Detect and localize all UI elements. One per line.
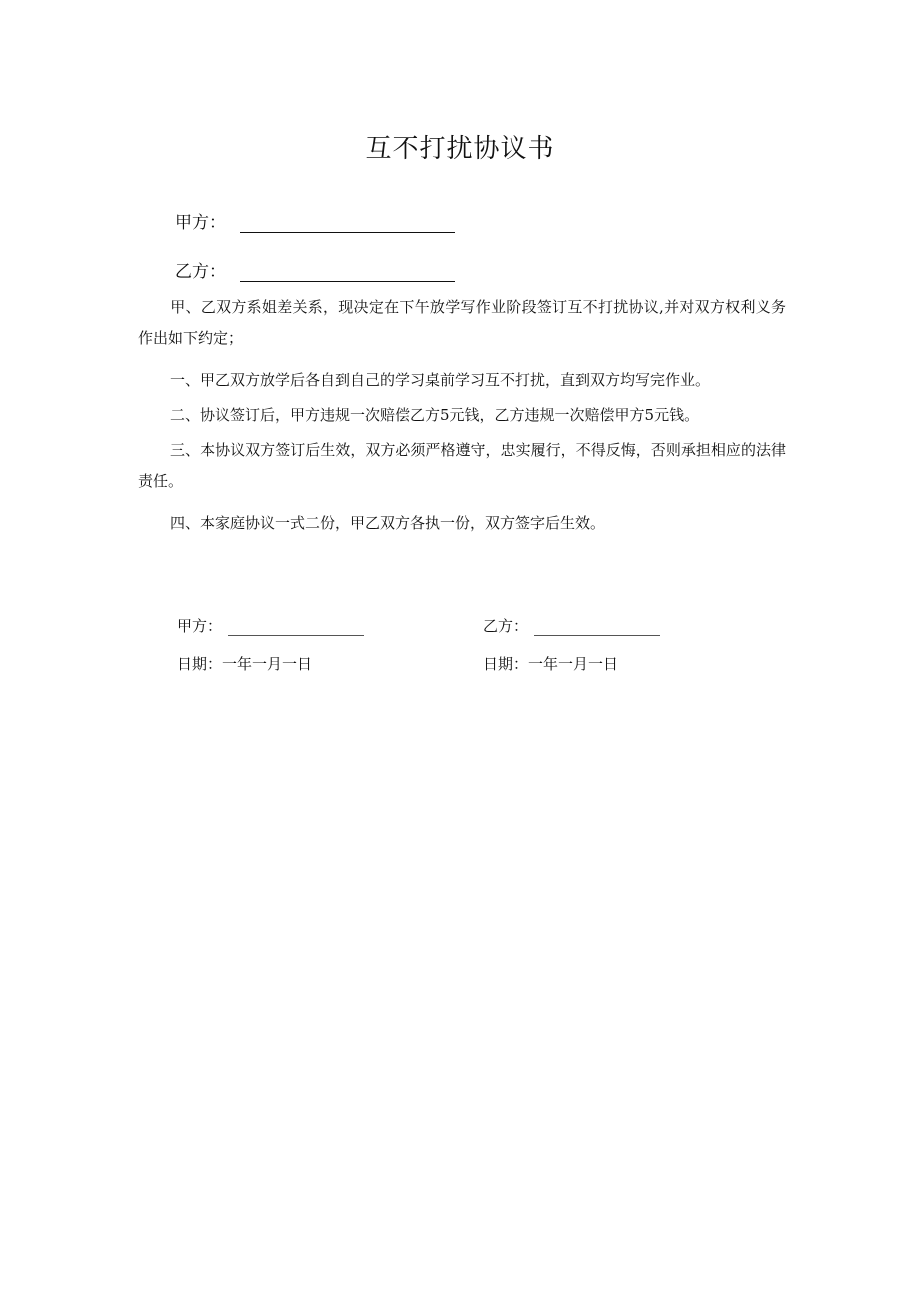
party-b-header-line (175, 257, 455, 282)
party-a-label: 甲方： (175, 213, 226, 233)
date-row-party-a (177, 650, 364, 674)
signature-row-party-a (177, 612, 364, 636)
date-label-party-a: 日期： (177, 655, 223, 673)
signature-blank-party-b[interactable] (534, 619, 660, 636)
clause-3-text: 三、本协议双方签订后生效，双方必须严格遵守，忠实履行，不得反悔，否则承担相应的法律责任。 (138, 441, 786, 490)
signature-label-party-b: 乙方： (483, 617, 529, 635)
clause-2-paragraph (138, 400, 786, 431)
date-value-party-a: 一年一月一日 (222, 655, 313, 673)
clause-1-paragraph (138, 365, 786, 396)
party-a-header-line (175, 208, 455, 233)
clause-2-text: 二、协议签订后，甲方违规一次赔偿乙方5元钱，乙方违规一次赔偿甲方5元钱。 (170, 406, 700, 424)
intro-paragraph (138, 292, 786, 354)
date-row-party-b (483, 650, 660, 674)
signature-row-party-b (483, 612, 660, 636)
date-value-party-b: 一年一月一日 (528, 655, 619, 673)
intro-text: 甲、乙双方系姐差关系，现决定在下午放学写作业阶段签订互不打扰协议,并对双方权利义务作出如下约定； (138, 298, 786, 347)
signature-block-party-a (177, 612, 364, 674)
clause-4-text: 四、本家庭协议一式二份，甲乙双方各执一份，双方签字后生效。 (170, 514, 606, 532)
clause-1-text: 一、甲乙双方放学后各自到自己的学习桌前学习互不打扰，直到双方均写完作业。 (170, 371, 711, 389)
party-b-label: 乙方： (175, 262, 226, 282)
signature-blank-party-a[interactable] (228, 619, 364, 636)
party-a-name-blank[interactable] (240, 212, 455, 233)
party-b-name-blank[interactable] (240, 261, 455, 282)
document-title: 互不打扰协议书 (365, 134, 555, 164)
clause-4-paragraph (138, 508, 786, 539)
signature-label-party-a: 甲方： (177, 617, 223, 635)
signature-block-party-b (483, 612, 660, 674)
clause-3-paragraph (138, 435, 786, 497)
date-label-party-b: 日期： (483, 655, 529, 673)
